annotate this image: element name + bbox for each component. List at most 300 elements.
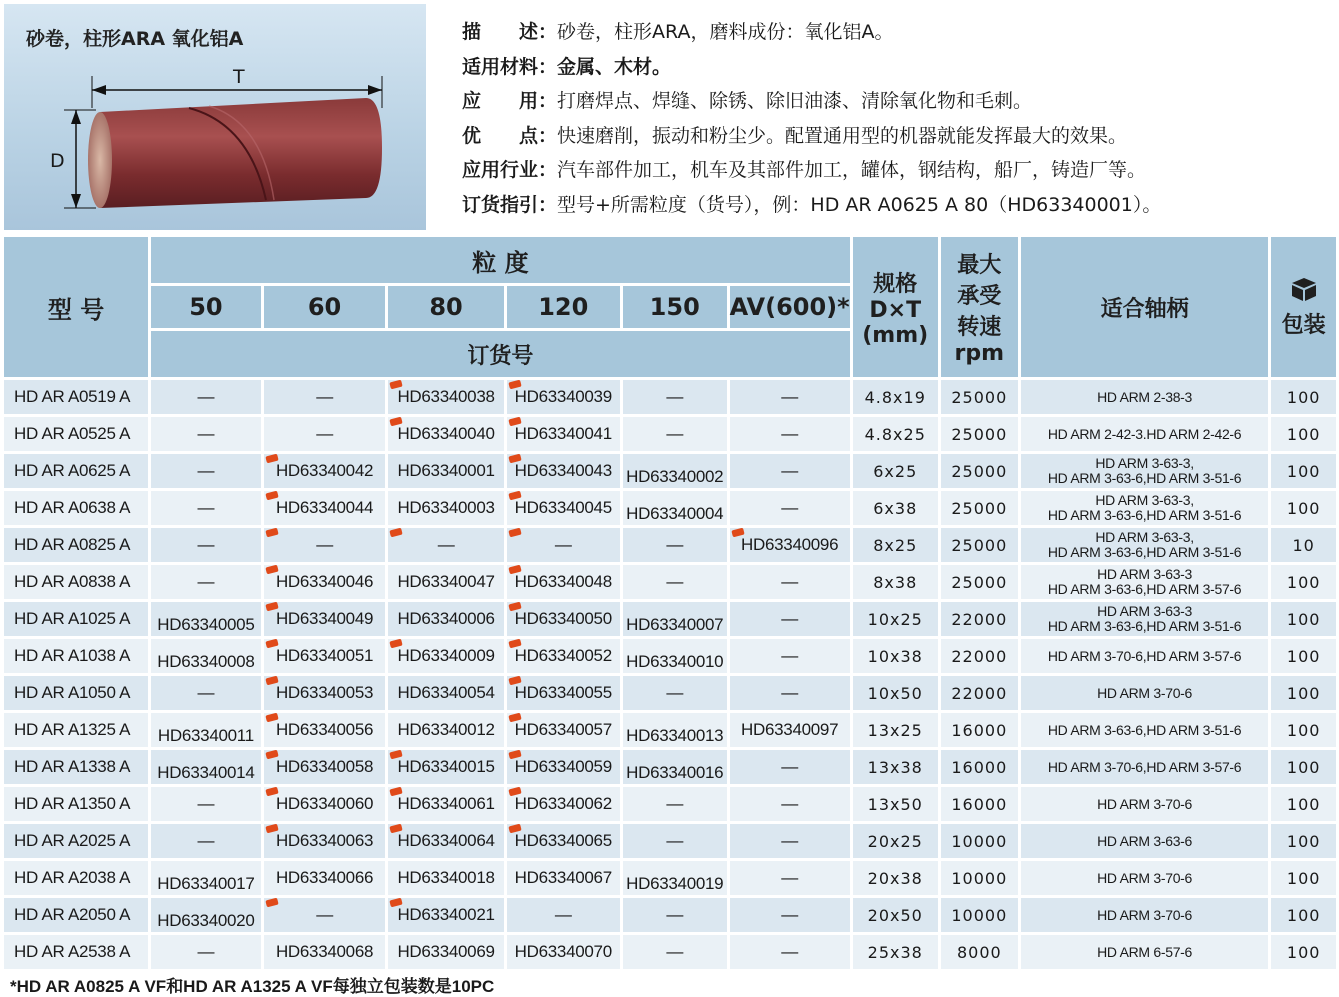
- size-cell: 10x25: [853, 602, 938, 636]
- order-code-cell: [730, 417, 850, 451]
- header-grit-4: 150: [623, 286, 727, 328]
- order-code-cell: [264, 454, 386, 488]
- order-code: HD63340041: [514, 424, 612, 443]
- description-value: 砂卷，柱形ARA，磨料成份：氧化铝A。: [557, 21, 894, 43]
- header-pack-label: 包装: [1281, 312, 1326, 338]
- header-size-line1: 规格: [873, 271, 918, 297]
- order-code: HD63340008: [157, 652, 255, 671]
- pack-cell: 100: [1271, 898, 1336, 932]
- order-code-cell: [264, 787, 386, 821]
- model-cell: HD AR A0625 A: [4, 454, 148, 488]
- order-code: —: [197, 942, 215, 961]
- shank-line: HD ARM 2-42-3.HD ARM 2-42-6: [1047, 425, 1242, 442]
- order-code: HD63340067: [514, 868, 612, 887]
- order-code: —: [666, 683, 684, 702]
- shank-cell: [1021, 824, 1269, 858]
- description-value: 汽车部件加工，机车及其部件加工，罐体，钢结构，船厂，铸造厂等。: [557, 159, 1147, 182]
- order-code: HD63340054: [397, 683, 495, 702]
- product-description: [462, 18, 1332, 226]
- order-code: HD63340049: [275, 609, 374, 628]
- model-cell: HD AR A2050 A: [4, 898, 148, 932]
- order-code-cell: [151, 491, 260, 525]
- order-code-cell: [151, 565, 260, 599]
- order-code-cell: [264, 565, 386, 599]
- order-code-cell: [151, 380, 260, 414]
- table-row: [4, 935, 1336, 969]
- order-code: HD63340055: [514, 683, 612, 702]
- pack-cell: 100: [1271, 491, 1336, 525]
- order-code-cell: [151, 454, 260, 488]
- header-model: 型 号: [4, 237, 148, 377]
- order-code: —: [781, 461, 798, 480]
- rpm-cell: 22000: [941, 639, 1018, 673]
- table-row: [4, 639, 1336, 673]
- order-code: —: [781, 942, 798, 961]
- order-code-cell: [388, 898, 503, 932]
- rpm-cell: 16000: [941, 713, 1018, 747]
- model-cell: HD AR A1050 A: [4, 676, 148, 710]
- order-code: —: [554, 905, 572, 924]
- order-code: —: [781, 868, 798, 887]
- description-value: 快速磨削，振动和粉尘少。配置通用型的机器就能发挥最大的效果。: [557, 124, 1128, 147]
- order-code: HD63340018: [397, 868, 495, 887]
- order-code-cell: [730, 713, 850, 747]
- order-code-cell: [730, 750, 850, 784]
- pack-cell: 100: [1271, 417, 1336, 451]
- size-cell: 4.8x19: [853, 380, 938, 414]
- order-code-cell: [507, 602, 620, 636]
- order-code-cell: [507, 639, 620, 673]
- order-code: HD63340003: [397, 498, 495, 517]
- order-code-cell: [388, 602, 503, 636]
- size-cell: 13x25: [853, 713, 938, 747]
- order-code-cell: [388, 935, 503, 969]
- size-cell: 20x50: [853, 898, 938, 932]
- rpm-cell: 25000: [941, 491, 1018, 525]
- order-code: HD63340051: [275, 646, 374, 665]
- shank-cell: [1021, 713, 1269, 747]
- order-code: HD63340040: [397, 424, 495, 443]
- size-cell: 10x38: [853, 639, 938, 673]
- order-code-cell: [730, 639, 850, 673]
- sanding-roll-illustration: [4, 4, 426, 230]
- order-code-cell: [730, 491, 850, 525]
- order-code: HD63340002: [626, 467, 724, 486]
- order-code: HD63340039: [514, 387, 612, 406]
- model-cell: HD AR A2038 A: [4, 861, 148, 895]
- order-code: HD63340011: [157, 726, 254, 745]
- order-code: —: [781, 572, 798, 591]
- order-code-cell: [264, 639, 386, 673]
- order-code-cell: [507, 417, 620, 451]
- footnote: *HD AR A0825 A VF和HD AR A1325 A VF每独立包装数是10PC: [10, 977, 495, 996]
- model-cell: HD AR A1038 A: [4, 639, 148, 673]
- rpm-cell: 25000: [941, 454, 1018, 488]
- order-code-cell: [623, 750, 727, 784]
- order-code-cell: [151, 417, 260, 451]
- order-code-cell: [507, 528, 620, 562]
- order-code: HD63340021: [397, 905, 495, 924]
- header-grit: 粒 度: [151, 237, 850, 283]
- order-code-cell: [151, 750, 260, 784]
- shank-line: HD ARM 3-70-6: [1097, 869, 1193, 886]
- order-code: HD63340001: [397, 461, 495, 480]
- order-code: HD63340038: [397, 387, 495, 406]
- shank-cell: [1021, 528, 1269, 562]
- header-size-line3: (mm): [862, 322, 929, 348]
- new-tag-icon: [265, 898, 278, 908]
- pack-cell: 10: [1271, 528, 1336, 562]
- model-cell: HD AR A2538 A: [4, 935, 148, 969]
- order-code-cell: [507, 713, 620, 747]
- order-code-cell: [388, 417, 503, 451]
- order-code-cell: [264, 602, 386, 636]
- table-row: [4, 898, 1336, 932]
- order-code-cell: [623, 528, 727, 562]
- order-code: HD63340048: [514, 572, 612, 591]
- order-code-cell: [730, 602, 850, 636]
- rpm-cell: 16000: [941, 787, 1018, 821]
- header-grit-2: 80: [388, 286, 503, 328]
- table-row: [4, 528, 1336, 562]
- shank-line: HD ARM 3-63-3: [1097, 603, 1193, 619]
- table-row: [4, 380, 1336, 414]
- model-cell: HD AR A0525 A: [4, 417, 148, 451]
- pack-cell: 100: [1271, 454, 1336, 488]
- order-code-cell: [151, 713, 260, 747]
- order-code-cell: [264, 676, 386, 710]
- shank-line: HD ARM 3-70-6,HD ARM 3-57-6: [1047, 647, 1242, 664]
- table-row: [4, 676, 1336, 710]
- shank-line: HD ARM 3-70-6: [1097, 795, 1193, 812]
- order-code-cell: [264, 380, 386, 414]
- pack-cell: 100: [1271, 602, 1336, 636]
- order-code: —: [666, 794, 684, 813]
- shank-line: HD ARM 3-63-3,: [1095, 455, 1194, 471]
- description-value: 金属、木材。: [557, 55, 672, 78]
- shank-line: HD ARM 3-63-6,HD ARM 3-57-6: [1047, 581, 1242, 597]
- order-code: HD63340004: [626, 504, 724, 523]
- order-code: —: [666, 424, 684, 443]
- order-code-cell: [730, 824, 850, 858]
- order-code: —: [197, 794, 215, 813]
- table-row: [4, 491, 1336, 525]
- order-code-cell: [151, 935, 260, 969]
- rpm-cell: 22000: [941, 602, 1018, 636]
- order-code-cell: [730, 380, 850, 414]
- table-row: [4, 454, 1336, 488]
- order-code-cell: [507, 861, 620, 895]
- description-label: 描 述：: [462, 21, 558, 43]
- order-code: HD63340009: [397, 646, 495, 665]
- order-code: HD63340070: [514, 942, 612, 961]
- dimension-d-label: D: [50, 150, 65, 172]
- header-grit-5: AV(600)*: [730, 286, 850, 328]
- size-cell: 10x50: [853, 676, 938, 710]
- order-code-cell: [623, 602, 727, 636]
- shank-line: HD ARM 3-63-3,: [1095, 529, 1194, 545]
- model-cell: HD AR A1338 A: [4, 750, 148, 784]
- rpm-cell: 25000: [941, 380, 1018, 414]
- shank-line: HD ARM 3-63-6,HD ARM 3-51-6: [1047, 507, 1242, 523]
- description-row: [462, 156, 1332, 191]
- size-cell: 25x38: [853, 935, 938, 969]
- order-code: HD63340068: [275, 942, 374, 961]
- order-code: HD63340017: [157, 874, 255, 893]
- order-code-cell: [388, 787, 503, 821]
- order-code-cell: [388, 454, 503, 488]
- description-row: [462, 191, 1332, 226]
- order-code: —: [197, 683, 215, 702]
- order-code-cell: [388, 380, 503, 414]
- shank-cell: [1021, 417, 1269, 451]
- shank-cell: [1021, 750, 1269, 784]
- table-row: [4, 824, 1336, 858]
- order-code-cell: [507, 750, 620, 784]
- order-code: —: [316, 387, 333, 406]
- pack-cell: 100: [1271, 713, 1336, 747]
- rpm-cell: 25000: [941, 417, 1018, 451]
- shank-line: HD ARM 3-63-6,HD ARM 3-51-6: [1047, 544, 1242, 560]
- order-code-cell: [507, 380, 620, 414]
- order-code: HD63340044: [275, 498, 374, 517]
- order-code: —: [316, 535, 333, 554]
- shank-line: HD ARM 3-70-6,HD ARM 3-57-6: [1047, 758, 1242, 775]
- description-row: [462, 87, 1332, 122]
- order-code: HD63340016: [626, 763, 724, 782]
- order-code: HD63340005: [157, 615, 255, 634]
- shank-cell: [1021, 898, 1269, 932]
- order-code-cell: [623, 824, 727, 858]
- order-code: HD63340006: [397, 609, 495, 628]
- order-code: —: [781, 387, 798, 406]
- table-row: [4, 417, 1336, 451]
- shank-cell: [1021, 935, 1269, 969]
- order-code: HD63340047: [397, 572, 495, 591]
- model-cell: HD AR A0825 A: [4, 528, 148, 562]
- order-code: HD63340010: [626, 652, 724, 671]
- order-code-cell: [730, 935, 850, 969]
- shank-cell: [1021, 565, 1269, 599]
- order-code: —: [316, 905, 333, 924]
- order-code: HD63340061: [397, 794, 495, 813]
- header-order-no: 订货号: [151, 331, 850, 377]
- order-code-cell: [388, 639, 503, 673]
- order-code-cell: [388, 750, 503, 784]
- order-code: HD63340046: [275, 572, 374, 591]
- header-rpm-line3: 转速: [957, 315, 1002, 340]
- rpm-cell: 25000: [941, 528, 1018, 562]
- description-row: [462, 122, 1332, 157]
- order-code-cell: [388, 528, 503, 562]
- order-code-cell: [623, 935, 727, 969]
- order-code: HD63340020: [157, 911, 255, 930]
- header-grit-3: 120: [507, 286, 620, 328]
- shank-line: HD ARM 3-63-6,HD ARM 3-51-6: [1047, 470, 1242, 486]
- size-cell: 13x38: [853, 750, 938, 784]
- order-code: HD63340042: [275, 461, 374, 480]
- shank-line: HD ARM 3-70-6: [1097, 684, 1193, 701]
- order-code-cell: [730, 454, 850, 488]
- pack-cell: 100: [1271, 639, 1336, 673]
- order-code-cell: [264, 824, 386, 858]
- description-value: 打磨焊点、焊缝、除锈、除旧油漆、清除氧化物和毛刺。: [557, 90, 1033, 113]
- shank-cell: [1021, 676, 1269, 710]
- order-code-cell: [623, 491, 727, 525]
- order-code: HD63340012: [397, 720, 495, 739]
- spec-table: [1, 234, 1339, 972]
- order-code: —: [781, 831, 798, 850]
- header-size-line2: D×T: [869, 297, 922, 323]
- rpm-cell: 25000: [941, 565, 1018, 599]
- product-image-panel: [4, 4, 426, 230]
- product-image-title: 砂卷，柱形ARA 氧化铝A: [26, 28, 244, 50]
- order-code-cell: [507, 676, 620, 710]
- order-code-cell: [388, 824, 503, 858]
- order-code-cell: [507, 935, 620, 969]
- rpm-cell: 10000: [941, 861, 1018, 895]
- size-cell: 20x25: [853, 824, 938, 858]
- order-code: HD63340052: [514, 646, 612, 665]
- order-code-cell: [730, 528, 850, 562]
- shank-line: HD ARM 6-57-6: [1097, 943, 1193, 960]
- order-code: HD63340059: [514, 757, 612, 776]
- pack-cell: 100: [1271, 824, 1336, 858]
- description-label: 应用行业：: [462, 159, 558, 182]
- size-cell: 20x38: [853, 861, 938, 895]
- order-code-cell: [151, 787, 260, 821]
- new-tag-icon: [390, 528, 403, 538]
- size-cell: 8x38: [853, 565, 938, 599]
- size-cell: 6x38: [853, 491, 938, 525]
- order-code: HD63340060: [275, 794, 374, 813]
- order-code-cell: [507, 898, 620, 932]
- description-row: [462, 18, 1332, 53]
- table-row: [4, 861, 1336, 895]
- order-code-cell: [623, 898, 727, 932]
- description-value: 型号+所需粒度（货号），例：HD AR A0625 A 80（HD63340001）。: [557, 193, 1162, 216]
- order-code: —: [666, 387, 684, 406]
- header-rpm-line2: 承受: [957, 284, 1002, 309]
- pack-cell: 100: [1271, 787, 1336, 821]
- rpm-cell: 8000: [941, 935, 1018, 969]
- shank-cell: [1021, 602, 1269, 636]
- order-code-cell: [507, 787, 620, 821]
- order-code: HD63340015: [397, 757, 495, 776]
- order-code: —: [197, 535, 215, 554]
- order-code-cell: [151, 639, 260, 673]
- order-code: —: [781, 498, 798, 517]
- rpm-cell: 10000: [941, 824, 1018, 858]
- dimension-t-label: T: [233, 66, 245, 88]
- order-code-cell: [507, 824, 620, 858]
- order-code: HD63340050: [514, 609, 612, 628]
- order-code-cell: [507, 565, 620, 599]
- pack-cell: 100: [1271, 861, 1336, 895]
- order-code: HD63340064: [397, 831, 495, 850]
- order-code-cell: [264, 491, 386, 525]
- order-code-cell: [623, 861, 727, 895]
- description-row: [462, 53, 1332, 88]
- order-code: HD63340045: [514, 498, 612, 517]
- order-code: —: [197, 831, 215, 850]
- order-code: —: [781, 424, 798, 443]
- order-code: HD63340007: [626, 615, 724, 634]
- shank-line: HD ARM 2-38-3: [1097, 388, 1193, 405]
- order-code-cell: [264, 935, 386, 969]
- order-code: HD63340013: [626, 726, 724, 745]
- order-code: —: [197, 461, 215, 480]
- description-label: 优 点：: [462, 124, 558, 147]
- order-code: —: [666, 572, 684, 591]
- order-code-cell: [623, 639, 727, 673]
- order-code-cell: [151, 898, 260, 932]
- package-icon: [1289, 276, 1319, 302]
- order-code: —: [666, 942, 684, 961]
- order-code: HD63340096: [741, 535, 839, 554]
- order-code: —: [197, 424, 215, 443]
- order-code: HD63340062: [514, 794, 612, 813]
- shank-line: HD ARM 3-63-6: [1097, 832, 1193, 849]
- order-code: HD63340019: [626, 874, 724, 893]
- order-code: HD63340043: [514, 461, 612, 480]
- rpm-cell: 16000: [941, 750, 1018, 784]
- shank-cell: [1021, 454, 1269, 488]
- order-code-cell: [507, 454, 620, 488]
- description-label: 订货指引：: [462, 193, 558, 216]
- order-code: —: [197, 498, 215, 517]
- header-rpm-line1: 最大: [957, 253, 1002, 278]
- size-cell: 4.8x25: [853, 417, 938, 451]
- order-code-cell: [388, 713, 503, 747]
- shank-line: HD ARM 3-70-6: [1097, 906, 1193, 923]
- order-code-cell: [264, 528, 386, 562]
- pack-cell: 100: [1271, 380, 1336, 414]
- order-code-cell: [507, 491, 620, 525]
- order-code-cell: [264, 713, 386, 747]
- pack-cell: 100: [1271, 935, 1336, 969]
- header-grit-1: 60: [264, 286, 386, 328]
- order-code-cell: [151, 861, 260, 895]
- shank-line: HD ARM 3-63-3: [1097, 566, 1193, 582]
- order-code-cell: [264, 898, 386, 932]
- rpm-cell: 22000: [941, 676, 1018, 710]
- order-code-cell: [730, 898, 850, 932]
- order-code-cell: [730, 787, 850, 821]
- order-code-cell: [151, 528, 260, 562]
- table-row: [4, 565, 1336, 599]
- order-code: HD63340097: [741, 720, 839, 739]
- table-row: [4, 602, 1336, 636]
- shank-line: HD ARM 3-63-6,HD ARM 3-51-6: [1047, 618, 1242, 634]
- order-code-cell: [730, 676, 850, 710]
- pack-cell: 100: [1271, 565, 1336, 599]
- model-cell: HD AR A2025 A: [4, 824, 148, 858]
- description-label: 应 用：: [462, 90, 558, 113]
- order-code-cell: [151, 602, 260, 636]
- order-code-cell: [623, 380, 727, 414]
- order-code-cell: [388, 861, 503, 895]
- table-row: [4, 787, 1336, 821]
- model-cell: HD AR A1350 A: [4, 787, 148, 821]
- order-code-cell: [623, 454, 727, 488]
- order-code: HD63340066: [275, 868, 374, 887]
- order-code-cell: [264, 417, 386, 451]
- order-code: —: [437, 535, 455, 554]
- order-code: HD63340053: [275, 683, 374, 702]
- order-code-cell: [264, 861, 386, 895]
- order-code: —: [316, 424, 333, 443]
